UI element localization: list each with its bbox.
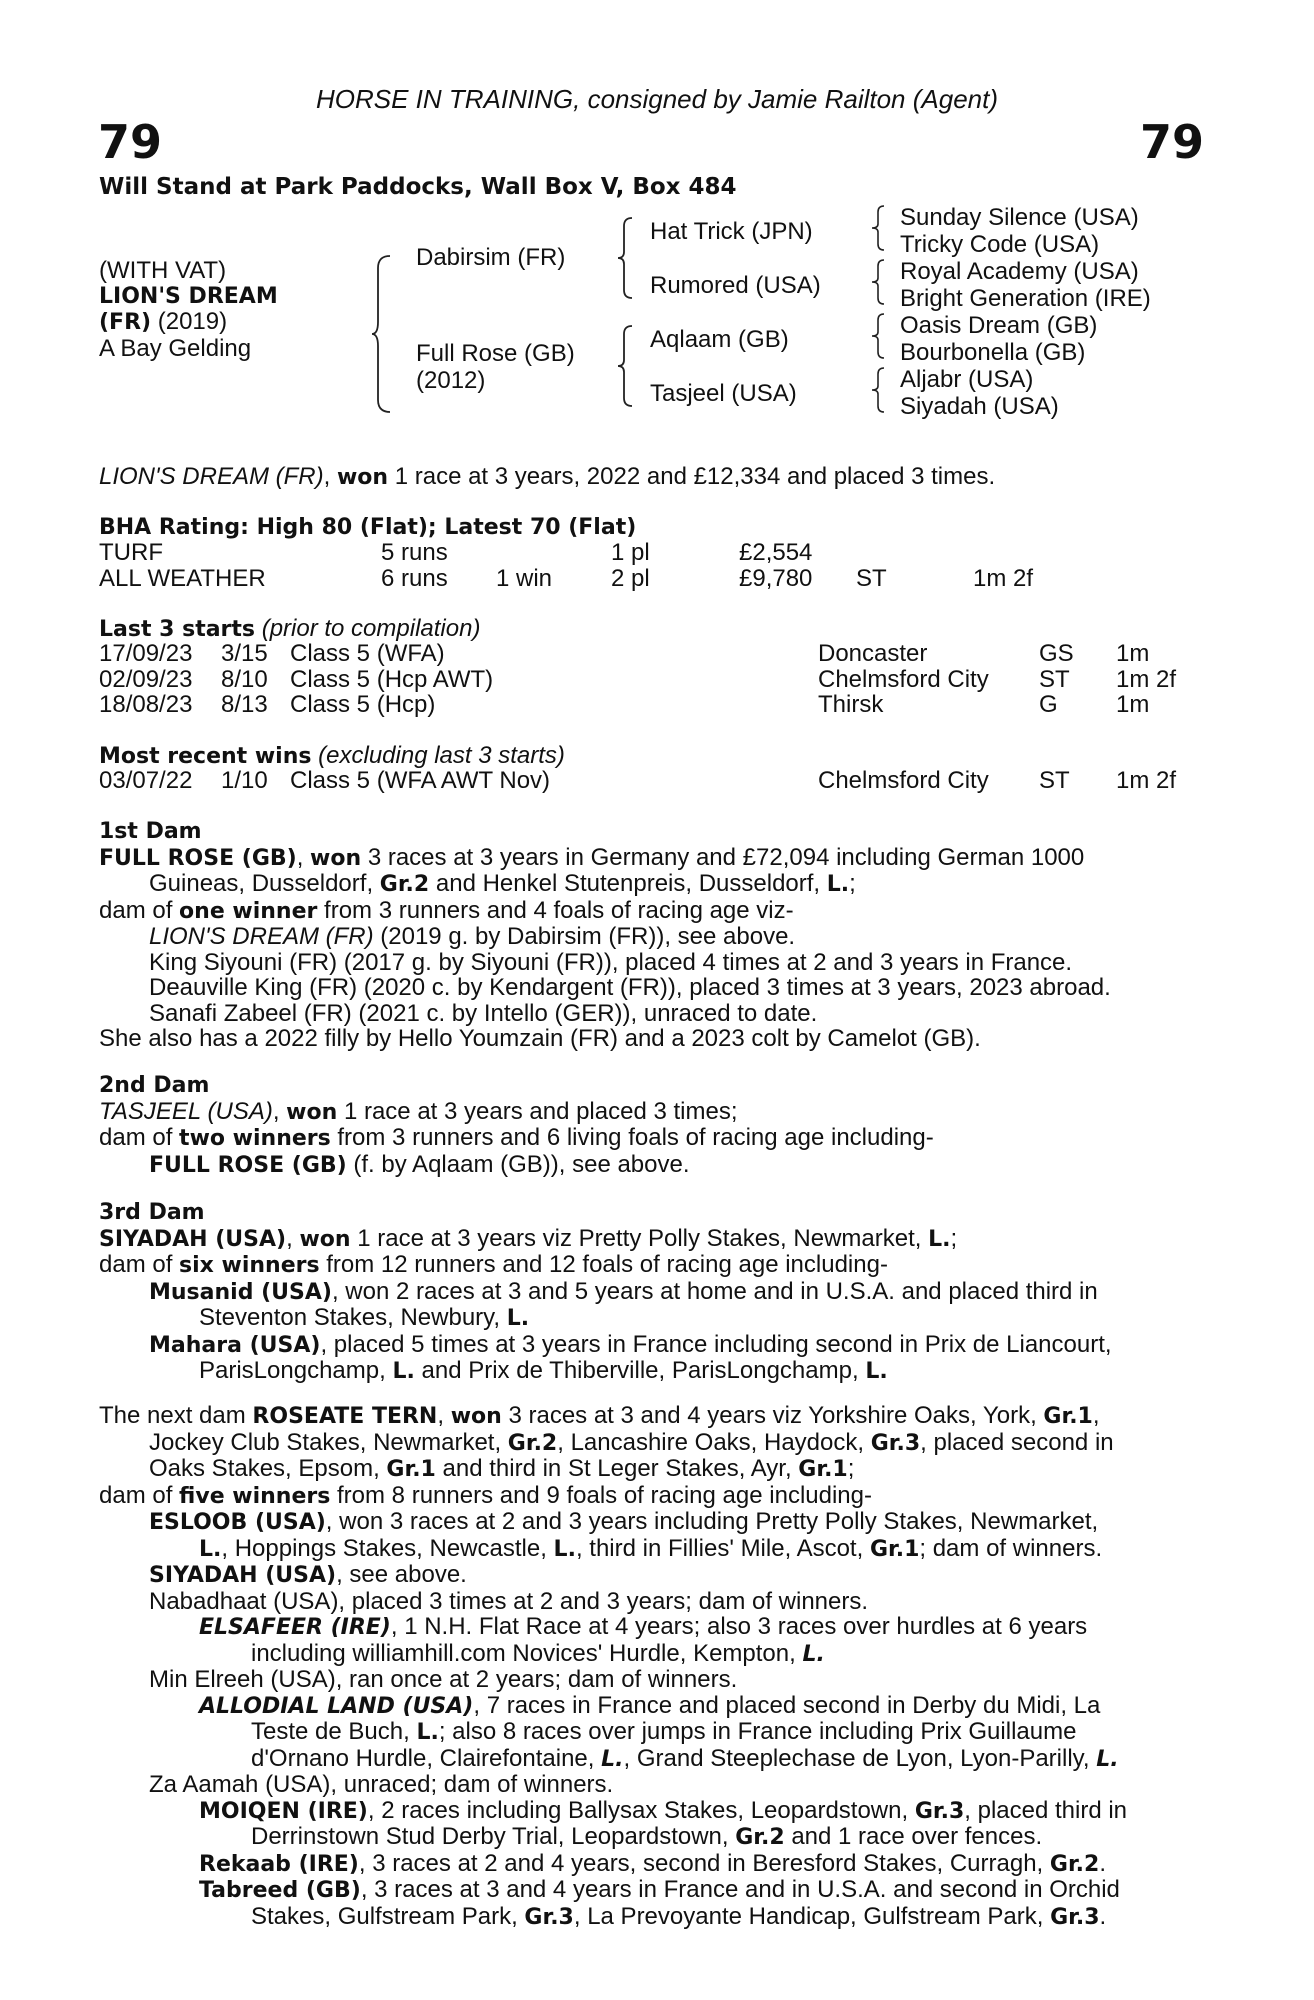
pedigree-sire: Dabirsim (FR) — [416, 244, 566, 271]
stats-row-all-weather: ALL WEATHER 6 runs 1 win 2 pl £9,780 ST 1m 2f — [99, 564, 1034, 592]
produce-esloob: ESLOOB (USA), won 3 races at 2 and 3 years including Pretty Polly Stakes, Newmarket, — [149, 1508, 1099, 1535]
produce-king-siyouni: King Siyouni (FR) (2017 g. by Siyouni (FR)), placed 4 times at 2 and 3 years in France. — [149, 948, 1073, 976]
produce-rekaab: Rekaab (IRE), 3 races at 2 and 4 years, second in Beresford Stakes, Curragh, Gr.2. — [199, 1849, 1106, 1877]
win-row: 03/07/22 1/10 Class 5 (WFA AWT Nov) Chelmsford City ST 1m 2f — [99, 767, 1177, 794]
pedigree-sire-sire: Hat Trick (JPN) — [650, 218, 813, 245]
surface-stats-table — [99, 540, 1033, 591]
pedigree-dam-sire: Aqlaam (GB) — [650, 326, 789, 353]
pedigree-brace-g1 — [872, 204, 886, 252]
horse-identity — [99, 258, 278, 361]
pedigree-brace-g3 — [872, 312, 886, 360]
produce-allodial-land: ALLODIAL LAND (USA), 7 races in France and placed second in Derby du Midi, La — [199, 1691, 1101, 1719]
first-dam-heading: 1st Dam — [99, 819, 202, 844]
pedigree-dam: Full Rose (GB) — [416, 340, 575, 367]
produce-lions-dream: LION'S DREAM (FR) (2019 g. by Dabirsim (FR)), see above. — [149, 923, 796, 950]
start-row: 18/08/23 8/13 Class 5 (Hcp) Thirsk G 1m — [99, 691, 1150, 718]
recent-wins-table — [99, 768, 1176, 794]
pedigree-sire-dam: Rumored (USA) — [650, 272, 821, 299]
race-summary: LION'S DREAM (FR), won 1 race at 3 years, 2022 and £12,334 and placed 3 times. — [99, 463, 996, 490]
first-dam-section: 1st Dam FULL ROSE (GB), won 3 races at 3 years in Germany and £72,094 including German 1000 Guineas, Dusseldorf, Gr.2 and Henkel Stutenpreis, Dusseldorf, L.; dam of one winner from 3 runners and 4 foals of racing age viz- LION'S DREAM (FR) (2019 g. by Dabirsim (FR)), see above. King Siyouni (FR) (2017 g. by Siyouni (FR)), placed 4 times at 2 and 3 years in France. Deauville King (FR) (2020 c. by Kendargent (FR)), placed 3 times at 3 years, 2023 abroad. Sanafi Zabeel (FR) (2021 c. by Intello (GER)), unraced to date. She also has a 2022 filly by Hello Youmzain (FR) and a 2023 colt by Camelot (GB). — [99, 819, 1207, 1052]
third-dam-heading: 3rd Dam — [99, 1200, 205, 1225]
second-dam-heading: 2nd Dam — [99, 1073, 210, 1098]
produce-siyadah: SIYADAH (USA), see above. — [149, 1561, 467, 1588]
horse-name: LION'S DREAM — [99, 283, 278, 309]
pedigree-g1: Sunday Silence (USA) — [900, 204, 1139, 231]
catalogue-header: HORSE IN TRAINING, consigned by Jamie Railton (Agent) — [315, 84, 999, 114]
pedigree-g7: Aljabr (USA) — [900, 366, 1034, 393]
pedigree-g8: Siyadah (USA) — [900, 393, 1059, 420]
second-dam-section: 2nd Dam TASJEEL (USA), won 1 race at 3 years and placed 3 times; dam of two winners from 3 runners and 6 living foals of racing age including- FULL ROSE (GB) (f. by Aqlaam (GB)), see above. — [99, 1073, 1207, 1178]
produce-mahara: Mahara (USA), placed 5 times at 3 years in France including second in Prix de Liancourt, — [149, 1330, 1112, 1358]
pedigree-brace-g2 — [872, 258, 886, 306]
pedigree-g6: Bourbonella (GB) — [900, 339, 1086, 366]
produce-deauville-king: Deauville King (FR) (2020 c. by Kendargent (FR)), placed 3 times at 3 years, 2023 abroad. — [149, 974, 1111, 1001]
bha-rating: BHA Rating: High 80 (Flat); Latest 70 (Flat) — [99, 515, 637, 540]
pedigree-dam-year: (2012) — [416, 367, 486, 394]
produce-min-elreeh: Min Elreeh (USA), ran once at 2 years; dam of winners. — [149, 1666, 738, 1693]
produce-note: She also has a 2022 filly by Hello Youmzain (FR) and a 2023 colt by Camelot (GB). — [99, 1025, 981, 1052]
pedigree-g2: Tricky Code (USA) — [900, 231, 1100, 258]
produce-nabadhaat: Nabadhaat (USA), placed 3 times at 2 and 3 years; dam of winners. — [149, 1587, 869, 1615]
vat-note: (WITH VAT) — [99, 257, 227, 284]
produce-tabreed: Tabreed (GB), 3 races at 3 and 4 years in France and in U.S.A. and second in Orchid — [199, 1876, 1120, 1903]
pedigree-brace-dam — [618, 324, 634, 408]
last-starts-heading: Last 3 starts (prior to compilation) — [99, 615, 481, 642]
third-dam-section: 3rd Dam SIYADAH (USA), won 1 race at 3 years viz Pretty Polly Stakes, Newmarket, L.; dam of six winners from 12 runners and 12 foals of racing age including- Musanid (USA), won 2 races at 3 and 5 years at home and in U.S.A. and placed third in Steventon Stakes, Newbury, L. Mahara (USA), placed 5 times at 3 years in France including second in Prix de Liancourt, ParisLongchamp, L. and Prix de Thiberville, ParisLongchamp, L. — [99, 1200, 1207, 1385]
pedigree-g3: Royal Academy (USA) — [900, 258, 1139, 285]
produce-sanafi-zabeel: Sanafi Zabeel (FR) (2021 c. by Intello (GER)), unraced to date. — [149, 999, 818, 1027]
produce-elsafeer: ELSAFEER (IRE), 1 N.H. Flat Race at 4 years; also 3 races over hurdles at 6 years — [199, 1613, 1088, 1640]
pedigree-g5: Oasis Dream (GB) — [900, 312, 1098, 339]
pedigree-g4: Bright Generation (IRE) — [900, 285, 1151, 312]
pedigree-dam-dam: Tasjeel (USA) — [650, 380, 797, 407]
produce-moiqen: MOIQEN (IRE), 2 races including Ballysax Stakes, Leopardstown, Gr.3, placed third in — [199, 1796, 1128, 1824]
pedigree-brace-main — [372, 254, 394, 414]
lot-number-right: 79 — [1139, 115, 1204, 169]
stats-row-turf: TURF 5 runs 1 pl £2,554 — [99, 539, 813, 566]
start-row: 02/09/23 8/10 Class 5 (Hcp AWT) Chelmsford City ST 1m 2f — [99, 665, 1177, 693]
produce-musanid: Musanid (USA), won 2 races at 3 and 5 years at home and in U.S.A. and placed third in — [149, 1277, 1098, 1305]
pedigree-brace-sire — [618, 216, 634, 300]
pedigree-brace-g4 — [872, 366, 886, 414]
recent-wins-heading: Most recent wins (excluding last 3 starts) — [99, 742, 565, 769]
last-starts-table — [99, 641, 1176, 718]
next-dam-section: The next dam ROSEATE TERN, won 3 races at 3 and 4 years viz Yorkshire Oaks, York, Gr.1, Jockey Club Stakes, Newmarket, Gr.2, Lancashire Oaks, Haydock, Gr.3, placed second in Oaks Stakes, Epsom, Gr.1 and third in St Leger Stakes, Ayr, Gr.1; dam of five winners from 8 runners and 9 foals of racing age including- ESLOOB (USA), won 3 races at 2 and 3 years including Pretty Polly Stakes, Newmarket, L., Hoppings Stakes, Newcastle, L., third in Fillies' Mile, Ascot, Gr.1; dam of winners. SIYADAH (USA), see above. Nabadhaat (USA), placed 3 times at 2 and 3 years; dam of winners. ELSAFEER (IRE), 1 N.H. Flat Race at 4 years; also 3 races over hurdles at 6 years including williamhill.com Novices' Hurdle, Kempton, L. Min Elreeh (USA), ran once at 2 years; dam of winners. ALLODIAL LAND (USA), 7 races in France and placed second in Derby du Midi, La Teste de Buch, L.; also 8 races over jumps in France including Prix Guillaume d'Ornano Hurdle, Clairefontaine, L., Grand Steeplechase de Lyon, Lyon-Parilly, L. Za Aamah (USA), unraced; dam of winners. MOIQEN (IRE), 2 races including Ballysax Stakes, Leopardstown, Gr.3, placed third in Derrinstown Stud Derby Trial, Leopardstown, Gr.2 and 1 race over fences. Rekaab (IRE), 3 races at 2 and 4 years, second in Beresford Stakes, Curragh, Gr.2. Tabreed (GB), 3 races at 3 and 4 years in France and in U.S.A. and second in Orchid Stakes, Gulfstream Park, Gr.3, La Prevoyante Handicap, Gulfstream Park, Gr.3. — [99, 1403, 1207, 1930]
start-row: 17/09/23 3/15 Class 5 (WFA) Doncaster GS 1m — [99, 640, 1150, 667]
horse-country-year: (FR) (2019) — [99, 308, 228, 335]
stand-location: Will Stand at Park Paddocks, Wall Box V, Box 484 — [99, 174, 737, 200]
lot-number-left: 79 — [98, 115, 163, 169]
produce-za-aamah: Za Aamah (USA), unraced; dam of winners. — [149, 1771, 614, 1798]
horse-description: A Bay Gelding — [99, 334, 252, 362]
